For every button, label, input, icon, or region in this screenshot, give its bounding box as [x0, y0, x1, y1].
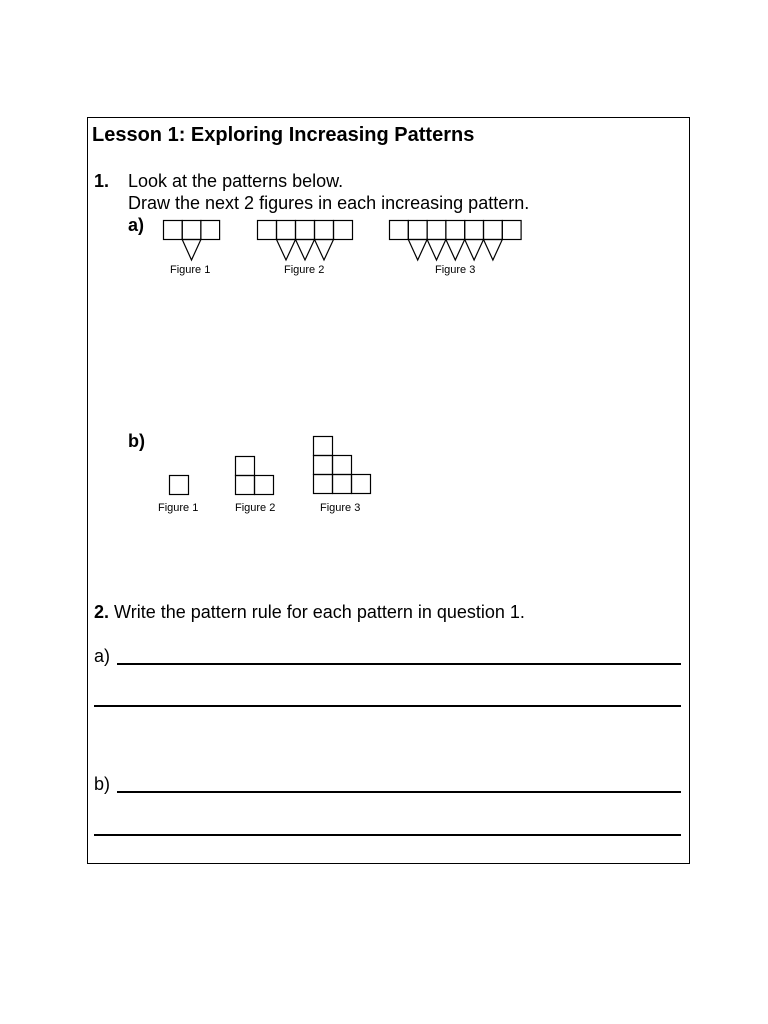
lesson-title: Lesson 1: Exploring Increasing Patterns: [92, 124, 475, 146]
pattern-b-figure-2: [235, 456, 275, 496]
pattern-a-figure-1: [163, 220, 220, 262]
question-2-text: Write the pattern rule for each pattern in question 1.: [114, 602, 525, 622]
pattern-b-figure-2-label: Figure 2: [235, 502, 276, 514]
pattern-a-figure-2-label: Figure 2: [284, 264, 325, 276]
pattern-a-figure-3: [389, 220, 522, 262]
pattern-a-figure-3-label: Figure 3: [435, 264, 476, 276]
pattern-b-figure-1: [169, 475, 189, 495]
answer-b-line-1[interactable]: [117, 791, 681, 793]
part-a-label: a): [128, 215, 145, 235]
question-2-number: 2.: [94, 602, 110, 622]
pattern-b-figure-1-label: Figure 1: [158, 502, 199, 514]
answer-a-label: a): [94, 646, 111, 666]
pattern-a-figure-1-label: Figure 1: [170, 264, 211, 276]
answer-a-line-2[interactable]: [94, 705, 681, 707]
question-1-line-1: Look at the patterns below.: [128, 171, 344, 191]
pattern-b-figure-3: [313, 436, 371, 496]
question-1-number: 1.: [94, 171, 110, 191]
pattern-b-figure-3-label: Figure 3: [320, 502, 361, 514]
question-2: [94, 602, 525, 623]
question-1-line-2: Draw the next 2 figures in each increasing pattern.: [128, 193, 530, 213]
answer-b-line-2[interactable]: [94, 834, 681, 836]
pattern-a-figure-2: [257, 220, 353, 262]
answer-b-label: b): [94, 774, 111, 794]
part-b-label: b): [128, 431, 145, 451]
answer-a-line-1[interactable]: [117, 663, 681, 665]
